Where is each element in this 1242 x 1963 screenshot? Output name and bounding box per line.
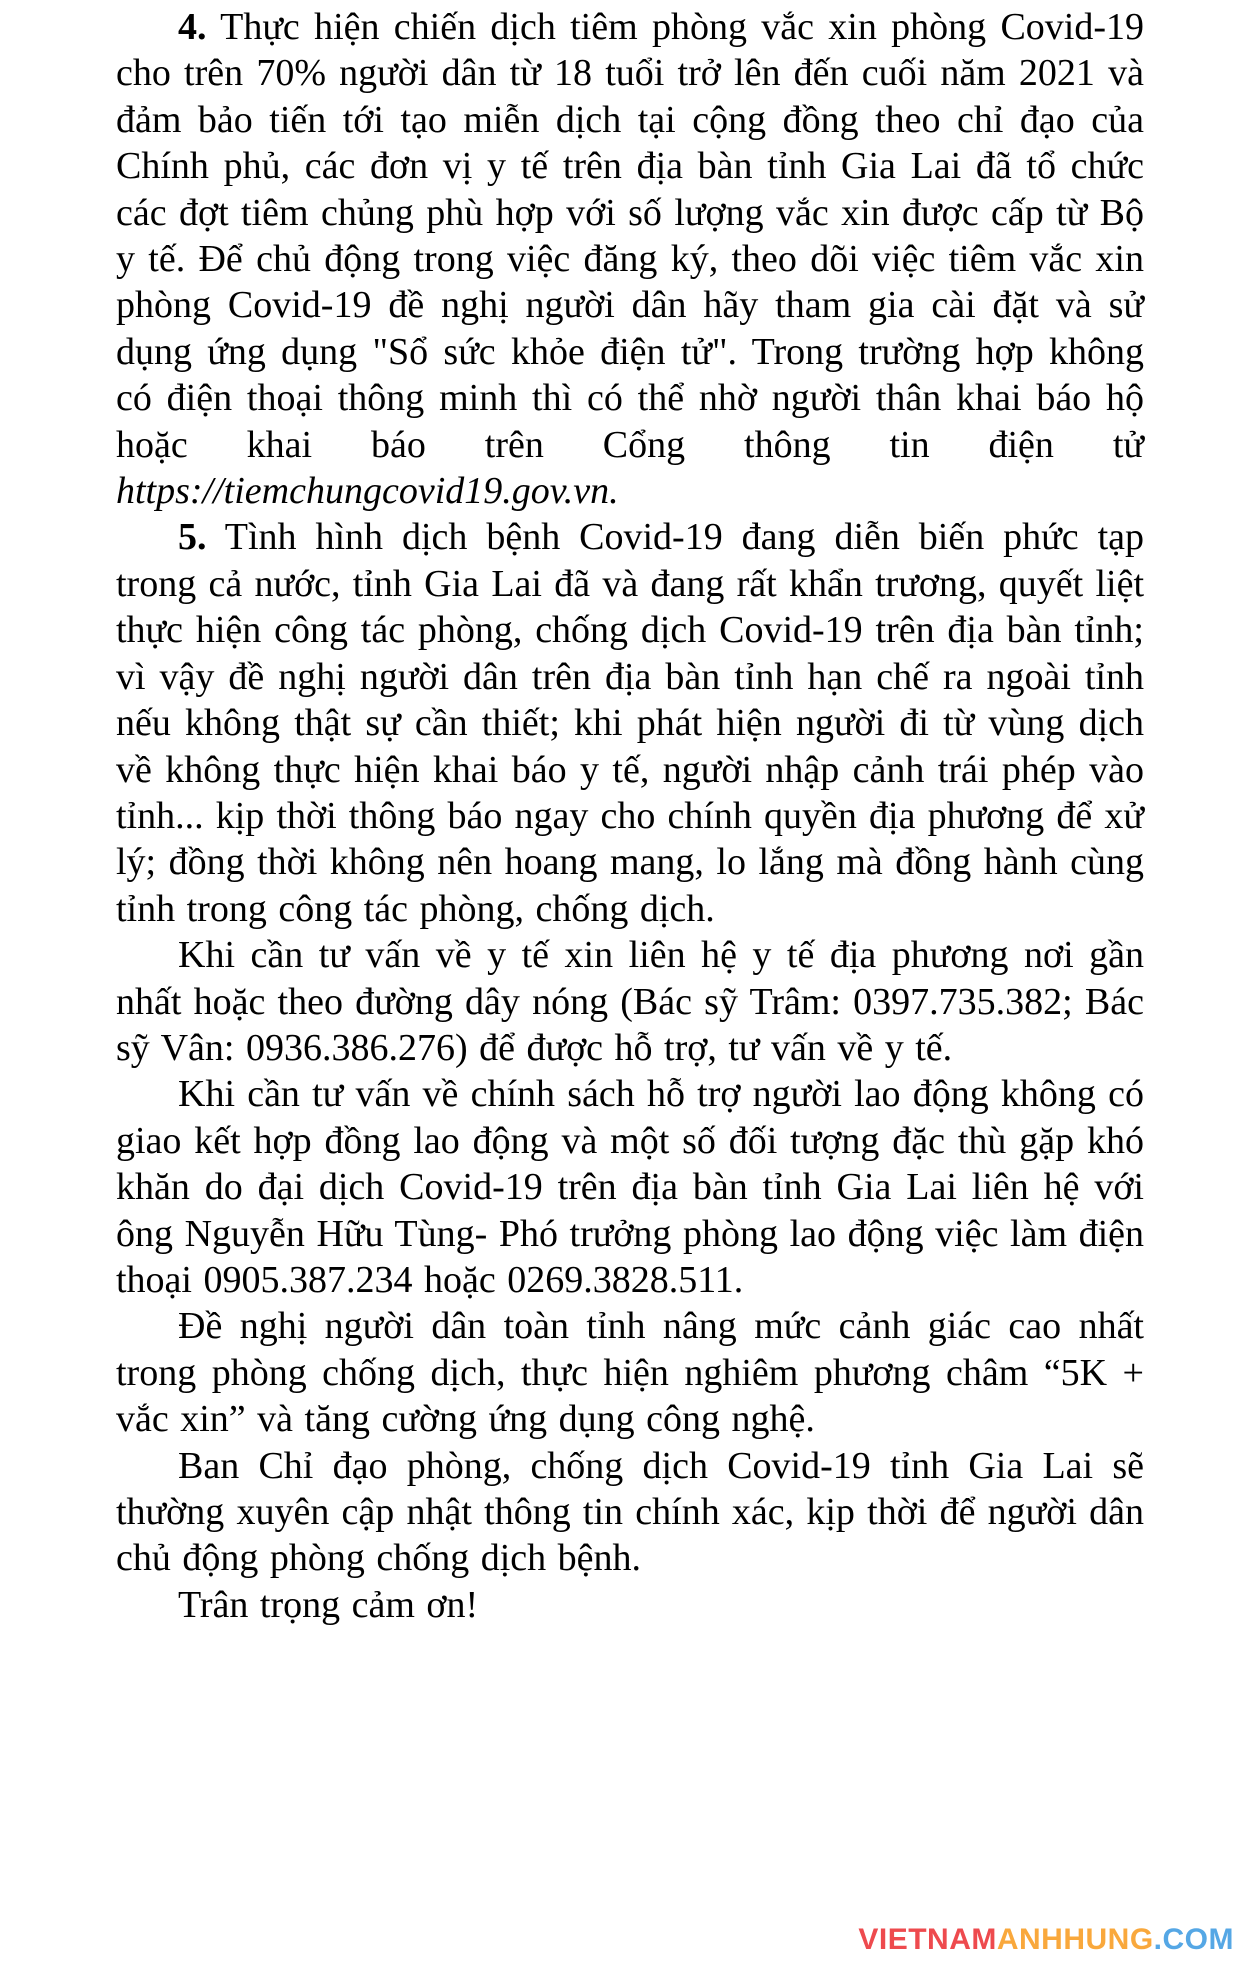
paragraph-steering-committee-text: Ban Chỉ đạo phòng, chống dịch Covid-19 tỉnh Gia Lai sẽ thường xuyên cập nhật thông tin chính xác, kịp thời để người dân chủ động phòng chống dịch bệnh.	[116, 1444, 1144, 1580]
paragraph-4-url: https://tiemchungcovid19.gov.vn.	[116, 470, 619, 513]
text-block	[116, 4, 1144, 1628]
paragraph-5-number: 5.	[178, 516, 207, 559]
watermark-segment-anhhung: ANHHUNG	[996, 1923, 1154, 1956]
paragraph-4-text: Thực hiện chiến dịch tiêm phòng vắc xin phòng Covid-19 cho trên 70% người dân từ 18 tuổi trở lên đến cuối năm 2021 và đảm bảo tiến tới tạo miễn dịch tại cộng đồng theo chỉ đạo của Chính phủ, các đơn vị y tế trên địa bàn tỉnh Gia Lai đã tổ chức các đợt tiêm chủng phù hợp với số lượng vắc xin được cấp từ Bộ y tế. Để chủ động trong việc đăng ký, theo dõi việc tiêm vắc xin phòng Covid-19 đề nghị người dân hãy tham gia cài đặt và sử dụng ứng dụng "Sổ sức khỏe điện tử". Trong trường hợp không có điện thoại thông minh thì có thể nhờ người thân khai báo hộ hoặc khai báo trên Cổng thông tin điện tử	[116, 6, 1144, 466]
paragraph-5-text: Tình hình dịch bệnh Covid-19 đang diễn biến phức tạp trong cả nước, tỉnh Gia Lai đã và đang rất khẩn trương, quyết liệt thực hiện công tác phòng, chống dịch Covid-19 trên địa bàn tỉnh; vì vậy đề nghị người dân trên địa bàn tỉnh hạn chế ra ngoài tỉnh nếu không thật sự cần thiết; khi phát hiện người đi từ vùng dịch về không thực hiện khai báo y tế, người nhập cảnh trái phép vào tỉnh... kịp thời thông báo ngay cho chính quyền địa phương để xử lý; đồng thời không nên hoang mang, lo lắng mà đồng hành cùng tỉnh trong công tác phòng, chống dịch.	[116, 516, 1144, 930]
watermark	[858, 1923, 1234, 1957]
paragraph-thanks-text: Trân trọng cảm ơn!	[178, 1583, 479, 1626]
paragraph-4	[116, 4, 1144, 514]
paragraph-medical-hotline-text: Khi cần tư vấn về y tế xin liên hệ y tế địa phương nơi gần nhất hoặc theo đường dây nóng (Bác sỹ Trâm: 0397.735.382; Bác sỹ Vân: 0936.386.276) để được hỗ trợ, tư vấn về y tế.	[116, 934, 1144, 1069]
paragraph-medical-hotline	[116, 932, 1144, 1071]
paragraph-4-number: 4.	[178, 6, 207, 48]
paragraph-labor-support-text: Khi cần tư vấn về chính sách hỗ trợ người lao động không có giao kết hợp đồng lao động và một số đối tượng đặc thù gặp khó khăn do đại dịch Covid-19 trên địa bàn tỉnh Gia Lai liên hệ với ông Nguyễn Hữu Tùng- Phó trưởng phòng lao động việc làm điện thoại 0905.387.234 hoặc 0269.3828.511.	[116, 1073, 1144, 1301]
watermark-segment-vietnam: VIETNAM	[858, 1923, 997, 1956]
watermark-segment-com: .COM	[1153, 1923, 1234, 1956]
paragraph-labor-support	[116, 1071, 1144, 1303]
paragraph-vigilance	[116, 1303, 1144, 1442]
paragraph-vigilance-text: Đề nghị người dân toàn tỉnh nâng mức cảnh giác cao nhất trong phòng chống dịch, thực hiện nghiêm phương châm “5K + vắc xin” và tăng cường ứng dụng công nghệ.	[116, 1305, 1144, 1441]
paragraph-thanks	[116, 1582, 1144, 1628]
paragraph-steering-committee	[116, 1443, 1144, 1582]
paragraph-5	[116, 514, 1144, 932]
